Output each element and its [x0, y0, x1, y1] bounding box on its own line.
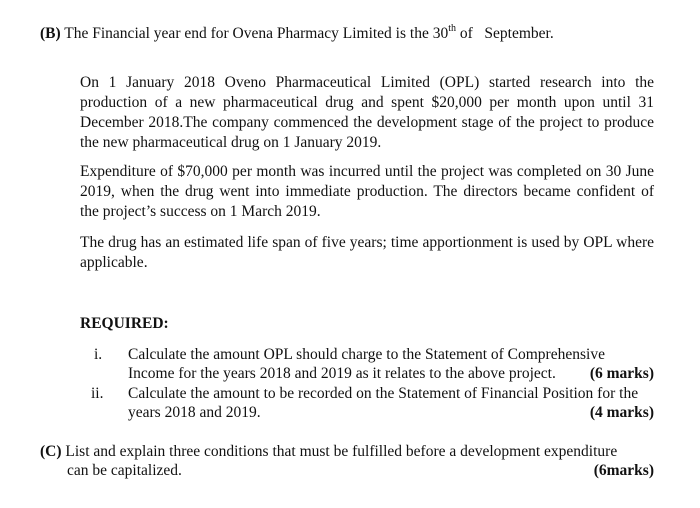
- marks-label: (4 marks): [589, 404, 654, 421]
- paragraph-line: December 2018.The company commenced the development stage of the project to produce: [80, 114, 654, 131]
- question-line-with-marks: [128, 404, 654, 422]
- question-line: Income for the years 2018 and 2019 as it relates to the above project.: [128, 365, 556, 382]
- marks-label: (6 marks): [589, 365, 654, 382]
- section-c-text: List and explain three conditions that must be fulfilled before a development expenditure: [65, 443, 618, 460]
- required-heading: REQUIRED:: [80, 315, 169, 332]
- paragraph-line: the new pharmaceutical drug on 1 January 2019.: [80, 134, 382, 151]
- paragraph-line: the project’s success on 1 March 2019.: [80, 203, 321, 220]
- paragraph-line: applicable.: [80, 254, 148, 271]
- section-c-label: (C): [40, 443, 62, 460]
- section-b-heading-text: The Financial year end for Ovena Pharmacy Limited is the 30: [64, 25, 449, 42]
- paragraph-line: 2019, when the drug went into immediate production. The directors became confident of: [80, 183, 654, 200]
- paragraph-line: On 1 January 2018 Oveno Pharmaceutical Limited (OPL) started research into the: [80, 74, 654, 91]
- question-line: Calculate the amount OPL should charge to the Statement of Comprehensive: [128, 346, 605, 363]
- paragraph-line: Expenditure of $70,000 per month was incurred until the project was completed on 30 June: [80, 163, 654, 180]
- paragraph-line: production of a new pharmaceutical drug and spent $20,000 per month upon until 31: [80, 94, 654, 111]
- section-b-heading: [40, 22, 554, 43]
- section-c-second-line: [67, 462, 654, 480]
- section-b-heading-sup: th: [448, 22, 456, 34]
- section-b-label: (B): [40, 25, 61, 42]
- marks-label: (6marks): [593, 462, 654, 479]
- section-c-first-line: [40, 443, 654, 461]
- question-numeral: i.: [94, 346, 103, 363]
- question-line: years 2018 and 2019.: [128, 404, 261, 421]
- question-numeral: ii.: [91, 385, 104, 402]
- section-c-text: can be capitalized.: [67, 462, 182, 479]
- paragraph-line: The drug has an estimated life span of five years; time apportionment is used by OPL where: [80, 234, 654, 251]
- question-line: Calculate the amount to be recorded on the Statement of Financial Position for the: [128, 385, 639, 402]
- question-line-with-marks: [128, 365, 654, 383]
- section-b-heading-post: of September.: [456, 25, 554, 42]
